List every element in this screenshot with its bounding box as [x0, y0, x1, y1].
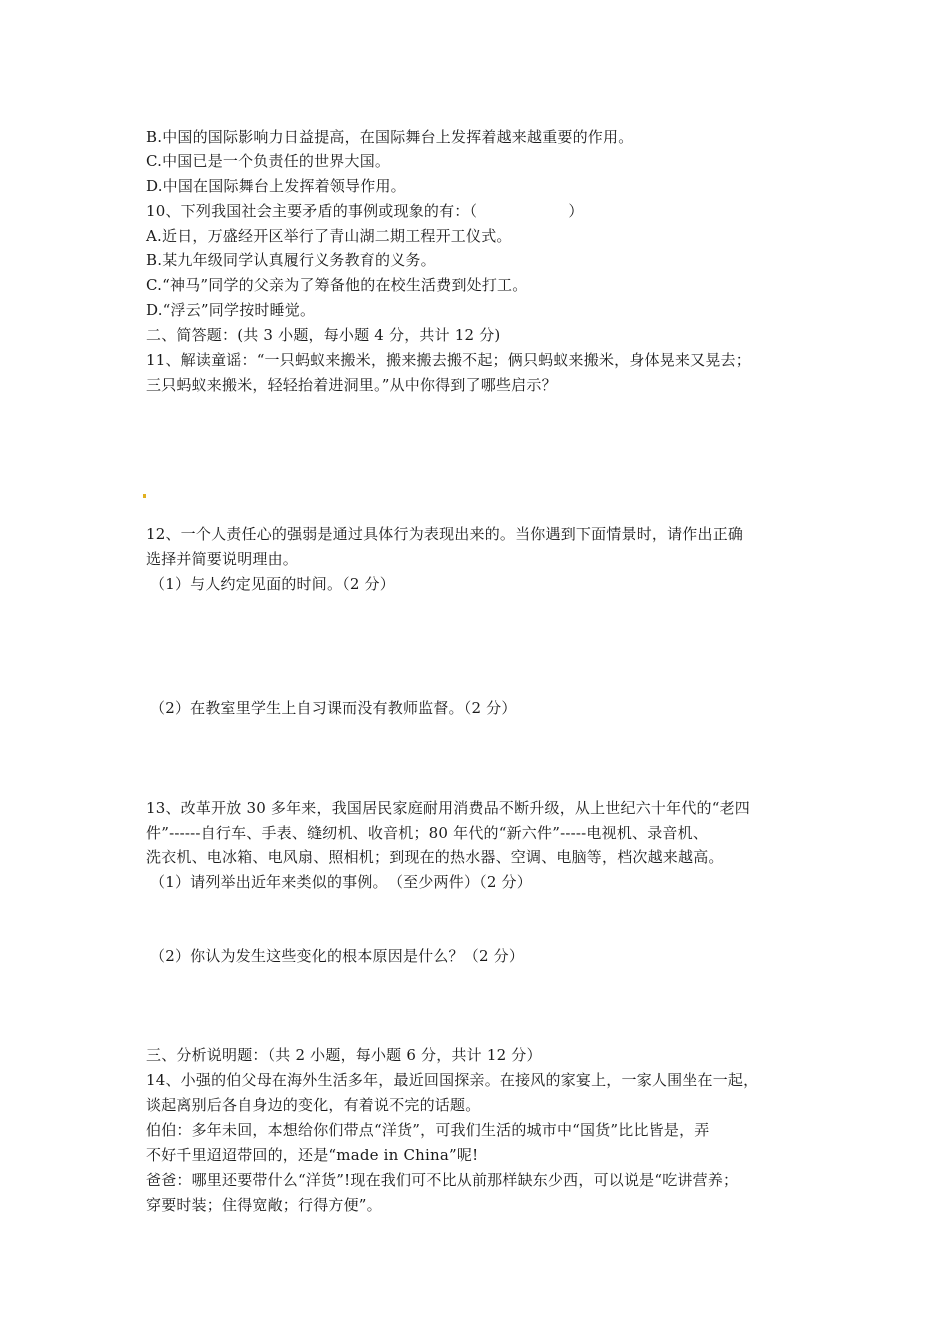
q14-line1: 14、小强的伯父母在海外生活多年，最近回国探亲。在接风的家宴上，一家人围坐在一起， — [146, 1071, 759, 1089]
q10-option-c: C.“神马”同学的父亲为了筹备他的在校生活费到处打工。 — [146, 276, 528, 294]
q14-line2: 谈起离别后各自身边的变化，有着说不完的话题。 — [146, 1096, 481, 1114]
q13-part1: （1）请列举出近年来类似的事例。 （至少两件）（2 分） — [150, 873, 532, 891]
q10-option-d: D.“浮云”同学按时睡觉。 — [146, 301, 316, 319]
q12-line2: 选择并简要说明理由。 — [146, 550, 299, 568]
q11-line2: 三只蚂蚁来搬米，轻轻抬着进洞里。”从中你得到了哪些启示？ — [146, 376, 557, 394]
q9-option-c: C.中国已是一个负责任的世界大国。 — [146, 152, 391, 170]
q9-option-d: D.中国在国际舞台上发挥着领导作用。 — [146, 177, 406, 195]
q13-part2: （2）你认为发生这些变化的根本原因是什么？（2 分） — [150, 947, 525, 965]
q13-line3: 洗衣机、电冰箱、电风扇、照相机；到现在的热水器、空调、电脑等，档次越来越高。 — [146, 848, 724, 866]
q10-option-b: B.某九年级同学认真履行义务教育的义务。 — [146, 251, 436, 269]
q13-line2: 件”------自行车、手表、缝纫机、收音机；80 年代的“新六件”-----电视机、录音机、 — [146, 824, 709, 842]
q9-option-b: B.中国的国际影响力日益提高，在国际舞台上发挥着越来越重要的作用。 — [146, 128, 634, 146]
q14-uncle-line1: 伯伯：多年未回，本想给你们带点“洋货”，可我们生活的城市中“国货”比比皆是，弄 — [146, 1121, 710, 1139]
q11-line1: 11、解读童谣：“一只蚂蚁来搬米，搬来搬去搬不起；俩只蚂蚁来搬米，身体晃来又晃去； — [146, 351, 751, 369]
stray-mark — [143, 494, 146, 498]
q14-dad-line1: 爸爸：哪里还要带什么“洋货”!现在我们可不比从前那样缺东少西，可以说是“吃讲营养； — [146, 1171, 739, 1189]
q13-line1: 13、改革开放 30 多年来，我国居民家庭耐用消费品不断升级，从上世纪六十年代的“老四 — [146, 799, 750, 817]
q12-part1: （1）与人约定见面的时间。（2 分） — [150, 575, 395, 593]
q12-line1: 12、一个人责任心的强弱是通过具体行为表现出来的。当你遇到下面情景时，请作出正确 — [146, 525, 744, 543]
q14-uncle-line2: 不好千里迢迢带回的，还是“made in China”呢! — [146, 1146, 479, 1164]
q14-dad-line2: 穿要时装；住得宽敞；行得方便”。 — [146, 1196, 382, 1214]
q10-stem: 10、下列我国社会主要矛盾的事例或现象的有：（ ） — [146, 202, 584, 220]
section2-heading: 二、简答题：(共 3 小题，每小题 4 分，共计 12 分) — [146, 326, 501, 344]
section3-heading: 三、分析说明题：（共 2 小题，每小题 6 分，共计 12 分） — [146, 1046, 542, 1064]
q12-part2: （2）在教室里学生上自习课而没有教师监督。（2 分） — [150, 699, 517, 717]
q10-option-a: A.近日，万盛经开区举行了青山湖二期工程开工仪式。 — [146, 227, 512, 245]
